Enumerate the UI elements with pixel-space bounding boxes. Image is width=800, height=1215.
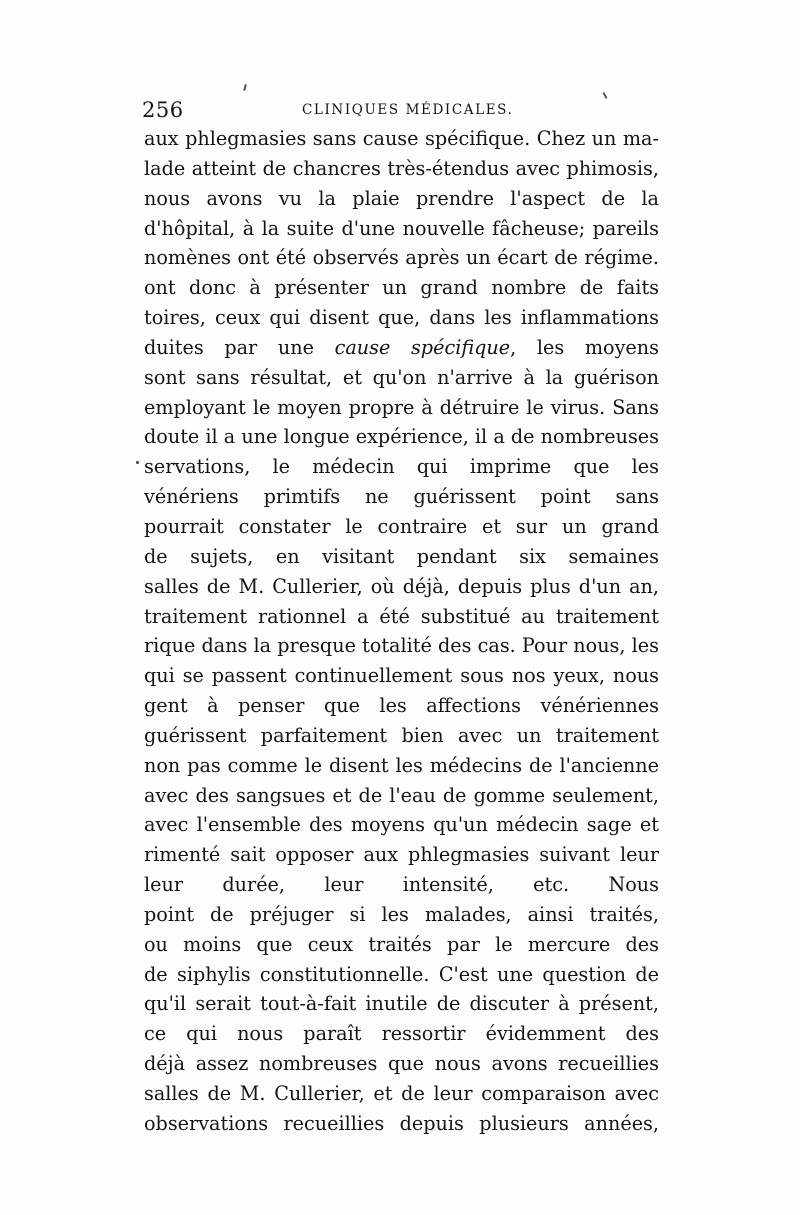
text-run: aux phlegmasies sans cause spécifique. Chez un ma-	[144, 127, 659, 150]
text-line	[144, 154, 659, 184]
text-line	[144, 214, 659, 244]
text-line	[144, 303, 659, 333]
text-run: vénériens primtifs ne guérissent point sans	[144, 485, 659, 509]
text-run: ont donc à présenter un grand nombre de faits	[144, 276, 659, 300]
text-line	[144, 989, 659, 1019]
text-line	[144, 930, 659, 960]
text-run: ou moins que ceux traités par le mercure des	[144, 932, 659, 956]
text-run: duites par une	[144, 335, 335, 359]
text-line	[144, 840, 659, 870]
text-run: de siphylis constitutionnelle. C'est une question de	[144, 962, 659, 986]
text-line	[144, 1019, 659, 1049]
page-number: 256	[142, 98, 184, 122]
text-line	[144, 452, 659, 482]
text-run: employant le moyen propre à détruire le virus. Sans	[144, 395, 659, 419]
text-line	[144, 1109, 659, 1139]
text-line	[144, 333, 659, 363]
text-run: traitement rationnel a été substitué au traitement	[144, 604, 659, 628]
text-line	[144, 124, 659, 154]
running-head: CLINIQUES MÉDICALES.	[302, 102, 514, 118]
text-run: , les moyens	[510, 335, 659, 359]
text-run: salles de M. Cullerier, et de leur comparaison avec	[144, 1082, 659, 1105]
text-line	[144, 900, 659, 930]
text-run: qu'il serait tout-à-fait inutile de discuter à présent,	[144, 992, 659, 1016]
text-line	[144, 243, 659, 273]
text-run: qui se passent continuellement sous nos yeux, nous	[144, 664, 659, 688]
text-line	[144, 572, 659, 602]
text-line	[144, 691, 659, 721]
text-run: sont sans résultat, et qu'on n'arrive à la guérison	[144, 365, 659, 389]
text-line	[144, 810, 659, 840]
italic-phrase: cause spécifique	[334, 335, 511, 359]
text-line	[144, 661, 659, 691]
text-run: observations recueillies depuis plusieurs années,	[144, 1111, 659, 1135]
text-line	[144, 870, 659, 900]
text-line	[144, 482, 659, 512]
text-run: leur durée, leur intensité, etc. Nous	[144, 873, 659, 897]
text-line	[144, 1049, 659, 1079]
print-speck	[243, 84, 247, 91]
text-line	[144, 631, 659, 661]
body-text	[144, 124, 659, 1139]
text-run: nous avons vu la plaie prendre l'aspect de la	[144, 186, 659, 210]
text-line	[144, 721, 659, 751]
text-run: d'hôpital, à la suite d'une nouvelle fâcheuse; pareils	[144, 216, 659, 240]
text-run: rique dans la presque totalité des cas. Pour nous, les	[144, 634, 659, 658]
text-line	[144, 273, 659, 303]
text-run: doute il a une longue expérience, il a de nombreuses	[144, 425, 659, 449]
text-run: non pas comme le disent les médecins de l'ancienne	[144, 753, 659, 777]
text-run: déjà assez nombreuses que nous avons recueillies	[144, 1052, 659, 1076]
text-run: salles de M. Cullerier, où déjà, depuis plus d'un an,	[144, 574, 659, 598]
text-line	[144, 184, 659, 214]
text-run: servations, le médecin qui imprime que les	[144, 455, 659, 479]
text-run: gent à penser que les affections vénériennes	[144, 694, 659, 718]
text-line	[144, 422, 659, 452]
print-speck	[136, 461, 139, 464]
text-line	[144, 960, 659, 990]
text-run: avec des sangsues et de l'eau de gomme seulement,	[144, 783, 659, 807]
text-line	[144, 393, 659, 423]
text-run: point de préjuger si les malades, ainsi traités,	[144, 902, 659, 926]
text-line	[144, 602, 659, 632]
text-line	[144, 363, 659, 393]
text-line	[144, 542, 659, 572]
text-run: rimenté sait opposer aux phlegmasies suivant leur	[144, 843, 659, 867]
text-line	[144, 512, 659, 542]
text-run: pourrait constater le contraire et sur un grand	[144, 514, 659, 538]
text-run: lade atteint de chancres très-étendus avec phimosis,	[144, 156, 659, 180]
text-line	[144, 1079, 659, 1109]
text-run: toires, ceux qui disent que, dans les inflammations	[144, 306, 659, 330]
text-run: avec l'ensemble des moyens qu'un médecin sage et	[144, 813, 659, 837]
text-run: de sujets, en visitant pendant six semaines	[144, 544, 659, 568]
text-run: ce qui nous paraît ressortir évidemment des	[144, 1022, 659, 1046]
text-line	[144, 751, 659, 781]
text-run: guérissent parfaitement bien avec un traitement	[144, 723, 659, 747]
text-line	[144, 781, 659, 811]
text-run: nomènes ont été observés après un écart de régime.	[144, 246, 659, 270]
